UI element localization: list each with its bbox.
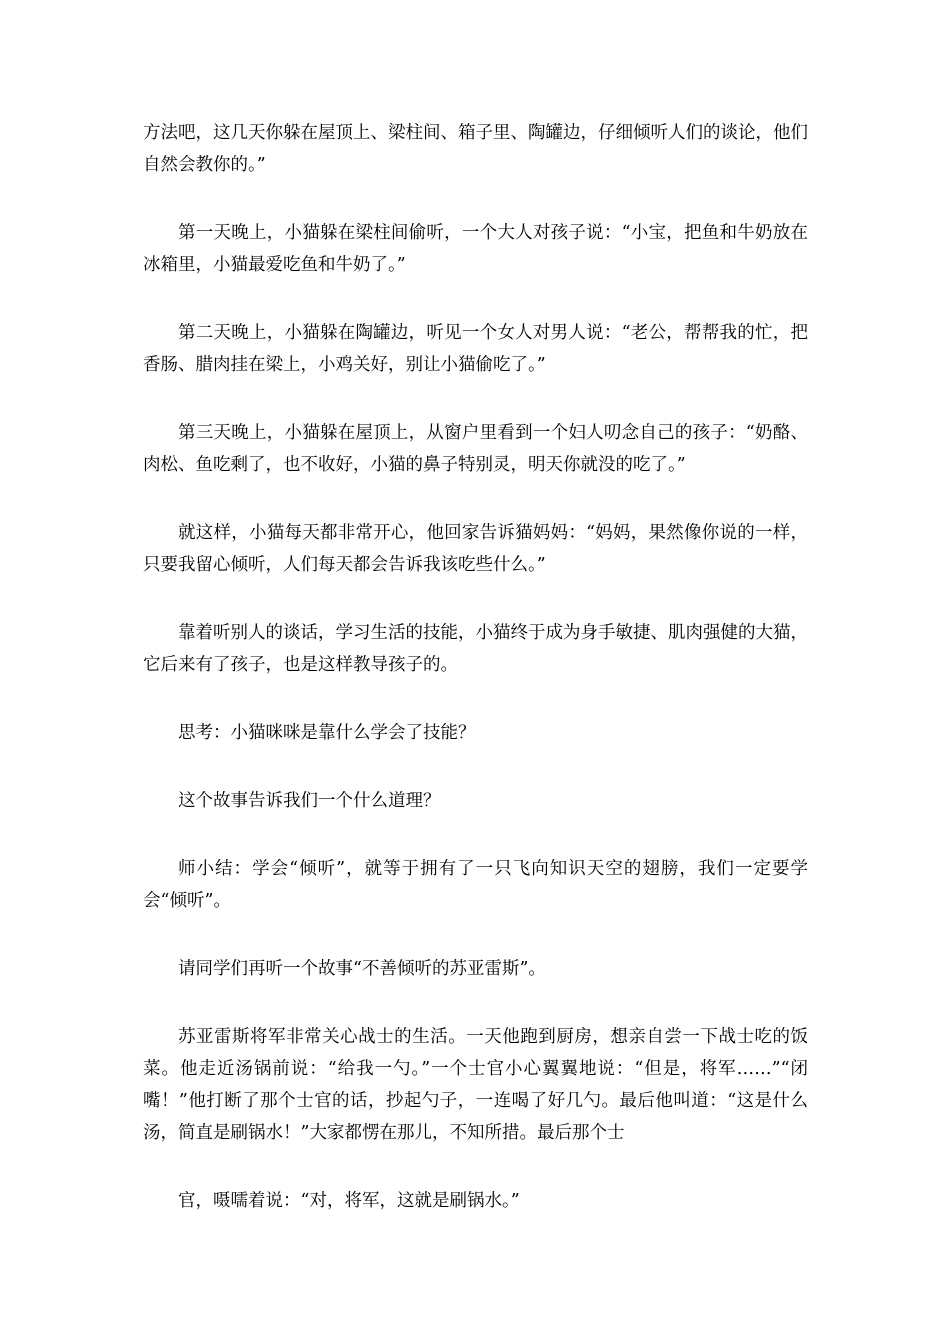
paragraph-4: 第三天晚上，小猫躲在屋顶上，从窗户里看到一个妇人叨念自己的孩子：“奶酪、肉松、鱼吃剩了，也不收好，小猫的鼻子特别灵，明天你就没的吃了。” bbox=[143, 423, 808, 475]
paragraph-10: 请同学们再听一个故事“不善倾听的苏亚雷斯”。 bbox=[178, 959, 546, 979]
paragraph-3: 第二天晚上，小猫躲在陶罐边，听见一个女人对男人说：“老公，帮帮我的忙，把香肠、腊肉挂在梁上，小鸡关好，别让小猫偷吃了。” bbox=[143, 323, 808, 375]
paragraph-6: 靠着听别人的谈话，学习生活的技能，小猫终于成为身手敏捷、肌肉强健的大猫，它后来有了孩子，也是这样教导孩子的。 bbox=[143, 623, 808, 675]
paragraph-5: 就这样，小猫每天都非常开心，他回家告诉猫妈妈：“妈妈，果然像你说的一样，只要我留心倾听，人们每天都会告诉我该吃些什么。” bbox=[143, 523, 808, 575]
paragraph-9: 师小结：学会“倾听”，就等于拥有了一只飞向知识天空的翅膀，我们一定要学会“倾听”。 bbox=[143, 859, 808, 911]
paragraph-7: 思考：小猫咪咪是靠什么学会了技能？ bbox=[178, 723, 476, 743]
document-page bbox=[143, 117, 808, 1253]
paragraph-2: 第一天晚上，小猫躲在梁柱间偷听，一个大人对孩子说：“小宝，把鱼和牛奶放在冰箱里，小猫最爱吃鱼和牛奶了。” bbox=[143, 223, 808, 275]
paragraph-1: 方法吧，这几天你躲在屋顶上、梁柱间、箱子里、陶罐边，仔细倾听人们的谈论，他们自然会教你的。” bbox=[143, 123, 808, 175]
paragraph-12: 官，嗫嚅着说：“对，将军，这就是刷锅水。” bbox=[178, 1191, 520, 1211]
paragraph-11: 苏亚雷斯将军非常关心战士的生活。一天他跑到厨房，想亲自尝一下战士吃的饭菜。他走近汤锅前说：“给我一勺。”一个士官小心翼翼地说：“但是，将军……”“闭嘴！”他打断了那个士官的话，抄起勺子，一连喝了好几勺。最后他叫道：“这是什么汤，简直是刷锅水！”大家都愣在那儿，不知所措。最后那个士 bbox=[143, 1027, 808, 1143]
paragraph-8: 这个故事告诉我们一个什么道理？ bbox=[178, 791, 441, 811]
